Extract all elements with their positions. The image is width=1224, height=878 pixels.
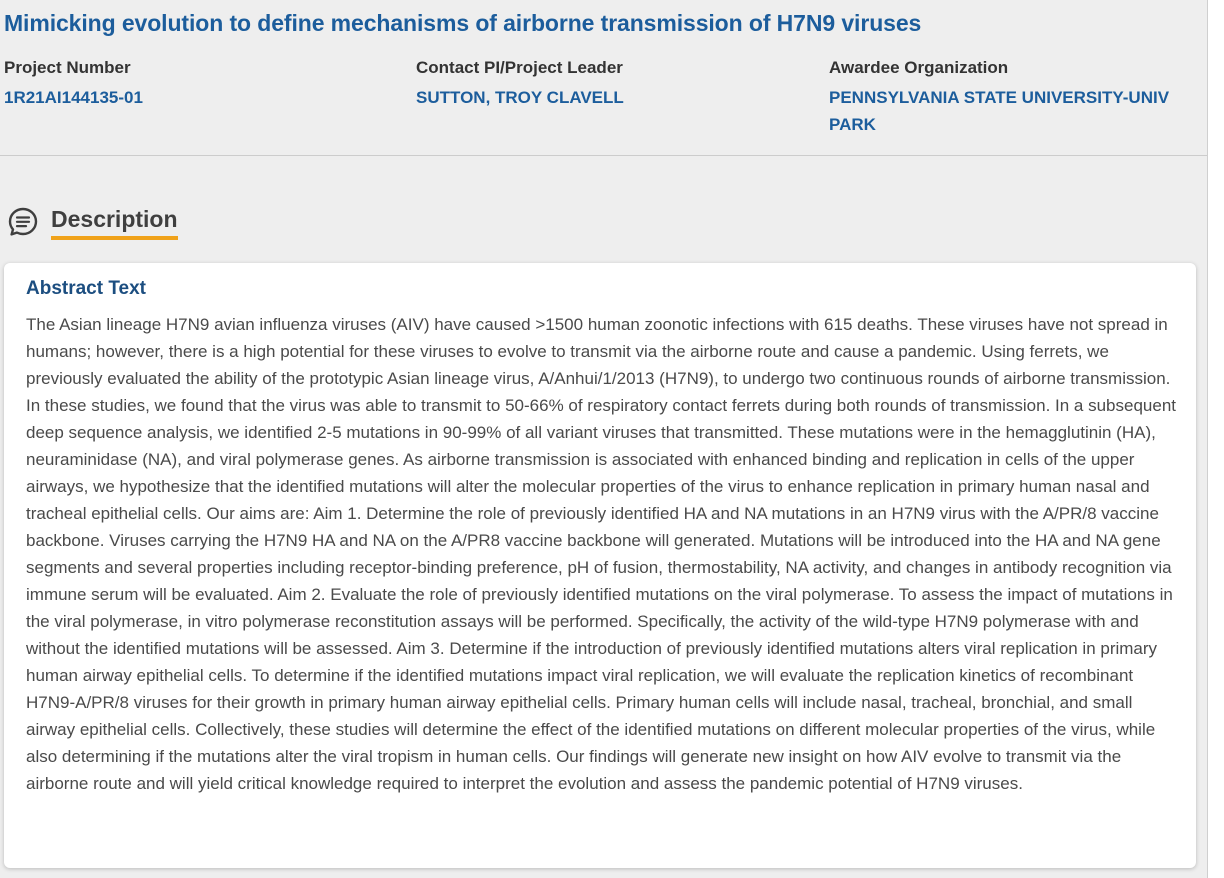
- project-title: Mimicking evolution to define mechanisms of airborne transmission of H7N9 viruses: [4, 10, 922, 36]
- awardee-link[interactable]: PENNSYLVANIA STATE UNIVERSITY-UNIV PARK: [829, 88, 1170, 134]
- abstract-title: Abstract Text: [26, 278, 147, 299]
- contact-pi-label: Contact PI/Project Leader: [416, 58, 623, 77]
- contact-pi-link[interactable]: SUTTON, TROY CLAVELL: [416, 88, 624, 107]
- section-divider: [0, 155, 1207, 156]
- awardee-label: Awardee Organization: [829, 58, 1009, 77]
- project-number-section: [4, 57, 143, 111]
- awardee-section: [829, 57, 1199, 138]
- comment-lines-icon: [7, 206, 39, 238]
- project-number-link[interactable]: 1R21AI144135-01: [4, 88, 143, 107]
- project-number-label: Project Number: [4, 58, 131, 77]
- description-heading: Description: [51, 205, 178, 240]
- abstract-card: [4, 263, 1196, 868]
- abstract-text: The Asian lineage H7N9 avian influenza viruses (AIV) have caused >1500 human zoonotic infections with 615 deaths. These viruses have not spread in humans; however, there is a high potential for these viruses to evolve to transmit via the airborne route and cause a pandemic. Using ferrets, we previously evaluated the ability of the prototypic Asian lineage virus, A/Anhui/1/2013 (H7N9), to undergo two continuous rounds of airborne transmission. In these studies, we found that the virus was able to transmit to 50-66% of respiratory contact ferrets during both rounds of transmission. In a subsequent deep sequence analysis, we identified 2-5 mutations in 90-99% of all variant viruses that transmitted. These mutations were in the hemagglutinin (HA), neuraminidase (NA), and viral polymerase genes. As airborne transmission is associated with enhanced binding and replication in cells of the upper airways, we hypothesize that the identified mutations will alter the molecular properties of the virus to enhance replication in primary human nasal and tracheal epithelial cells. Our aims are: Aim 1. Determine the role of previously identified HA and NA mutations in an H7N9 virus with the A/PR/8 vaccine backbone. Viruses carrying the H7N9 HA and NA on the A/PR8 vaccine backbone will generated. Mutations will be introduced into the HA and NA gene segments and several properties including receptor-binding preference, pH of fusion, thermostability, NA activity, and changes in antibody recognition via immune serum will be evaluated. Aim 2. Evaluate the role of previously identified mutations on the viral polymerase. To assess the impact of mutations in the viral polymerase, in vitro polymerase reconstitution assays will be performed. Specifically, the activity of the wild-type H7N9 polymerase with and without the identified mutations will be assessed. Aim 3. Determine if the introduction of previously identified mutations alters viral replication in primary human airway epithelial cells. To determine if the identified mutations impact viral replication, we will evaluate the replication kinetics of recombinant H7N9-A/PR/8 viruses for their growth in primary human airway epithelial cells. Primary human cells will include nasal, tracheal, bronchial, and small airway epithelial cells. Collectively, these studies will determine the effect of the identified mutations on different molecular properties of the virus, while also determining if the mutations alter the viral tropism in human cells. Our findings will generate new insight on how AIV evolve to transmit via the airborne route and will yield critical knowledge required to interpret the evolution and assess the pandemic potential of H7N9 viruses.: [26, 315, 1177, 793]
- contact-pi-section: [416, 57, 624, 111]
